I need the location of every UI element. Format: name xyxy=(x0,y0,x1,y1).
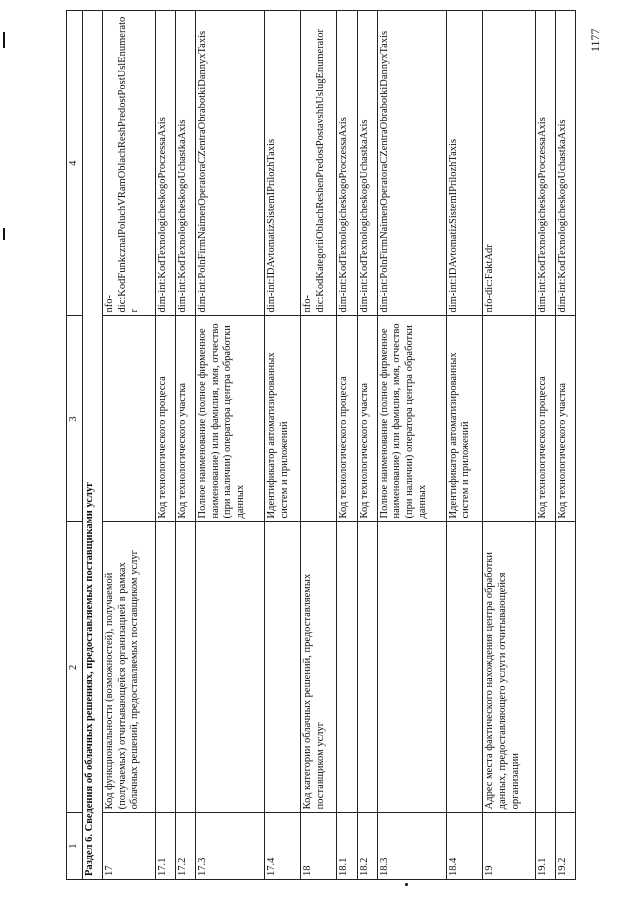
cell-num: 17.4 xyxy=(264,813,300,880)
cell-num: 19.2 xyxy=(555,813,575,880)
cell-dim: Код технологического процесса xyxy=(535,316,555,522)
table-row xyxy=(446,11,482,880)
cell-dim: Код технологического участка xyxy=(175,316,195,522)
scan-mark xyxy=(405,883,408,886)
cell-dim xyxy=(102,316,155,522)
cell-dim: Полное наименование (полное фирменное наименование) или фамилия, имя, отчество (при наличии) оператора центра обработки данных xyxy=(195,316,264,522)
cell-name xyxy=(175,522,195,813)
cell-code: dim-int:IDAvtomatizSistemIPrilozhTaxis xyxy=(446,11,482,316)
cell-name xyxy=(155,522,175,813)
cell-name xyxy=(377,522,446,813)
table-row xyxy=(175,11,195,880)
cell-dim: Код технологического участка xyxy=(555,316,575,522)
cell-num: 17.2 xyxy=(175,813,195,880)
column-header: 3 xyxy=(67,316,83,522)
table-row xyxy=(535,11,555,880)
cell-num: 17.1 xyxy=(155,813,175,880)
cell-dim: Идентификатор автоматизированных систем и приложений xyxy=(446,316,482,522)
cell-name xyxy=(264,522,300,813)
page-number: 1177 xyxy=(588,28,602,52)
cell-name: Код категории облачных решений, предоставляемых поставщиком услуг xyxy=(301,522,337,813)
column-header: 1 xyxy=(67,813,83,880)
cell-dim: Код технологического процесса xyxy=(337,316,357,522)
cell-code: dim-int:KodTexnologicheskogoUchastkaAxis xyxy=(175,11,195,316)
scan-mark xyxy=(3,32,5,48)
cell-name xyxy=(555,522,575,813)
cell-code: dim-int:KodTexnologicheskogoProczessaAxis xyxy=(155,11,175,316)
cell-num: 18.3 xyxy=(377,813,446,880)
data-table xyxy=(66,10,576,880)
cell-code: dim-int:IDAvtomatizSistemIPrilozhTaxis xyxy=(264,11,300,316)
cell-num: 17.3 xyxy=(195,813,264,880)
table-row xyxy=(555,11,575,880)
cell-num: 17 xyxy=(102,813,155,880)
cell-num: 19.1 xyxy=(535,813,555,880)
cell-name xyxy=(535,522,555,813)
cell-code: dim-int:PolnFirmNaimenOperatoraCZentraObrabotkiDannyxTaxis xyxy=(195,11,264,316)
cell-code: dim-int:KodTexnologicheskogoUchastkaAxis xyxy=(555,11,575,316)
cell-code: nfo-dic:KodFunkcznalPoluchVRamOblachReshPredostPostUslEnumerator xyxy=(102,11,155,316)
table-row xyxy=(195,11,264,880)
cell-name: Адрес места фактического нахождения центра обработки данных, предоставляющего услуги отчитывающейся организации xyxy=(483,522,536,813)
table-row xyxy=(337,11,357,880)
cell-num: 18.4 xyxy=(446,813,482,880)
table-row xyxy=(357,11,377,880)
column-header: 4 xyxy=(67,11,83,316)
cell-name xyxy=(357,522,377,813)
cell-code: dim-int:KodTexnologicheskogoProczessaAxis xyxy=(535,11,555,316)
cell-num: 18 xyxy=(301,813,337,880)
cell-name xyxy=(446,522,482,813)
cell-name xyxy=(195,522,264,813)
rotated-table-container xyxy=(66,10,576,880)
section-title: Раздел 6. Сведения об облачных решениях, предоставляемых поставщиками услуг xyxy=(82,11,102,880)
table-row xyxy=(483,11,536,880)
cell-code: nfo-dic:KodKategoriiOblachReshenPredostPostavshhUslugEnumerator xyxy=(301,11,337,316)
cell-dim: Идентификатор автоматизированных систем и приложений xyxy=(264,316,300,522)
cell-dim xyxy=(301,316,337,522)
cell-name xyxy=(337,522,357,813)
cell-code: dim-int:KodTexnologicheskogoProczessaAxis xyxy=(337,11,357,316)
cell-dim: Полное наименование (полное фирменное наименование) или фамилия, имя, отчество (при наличии) оператора центра обработки данных xyxy=(377,316,446,522)
cell-dim xyxy=(483,316,536,522)
cell-code: dim-int:KodTexnologicheskogoUchastkaAxis xyxy=(357,11,377,316)
table-row xyxy=(301,11,337,880)
table-row xyxy=(102,11,155,880)
cell-code: dim-int:PolnFirmNaimenOperatoraCZentraObrabotkiDannyxTaxis xyxy=(377,11,446,316)
table-row xyxy=(264,11,300,880)
cell-num: 18.2 xyxy=(357,813,377,880)
cell-name: Код функциональности (возможностей), получаемой (получаемых) отчитывающейся организацией в рамках облачных решений, предоставляемых поставщиком услуг xyxy=(102,522,155,813)
section-row xyxy=(82,11,102,880)
table-row xyxy=(377,11,446,880)
scan-mark xyxy=(3,228,5,240)
table-row xyxy=(155,11,175,880)
cell-code: nfo-dic:FaktAdr xyxy=(483,11,536,316)
cell-dim: Код технологического процесса xyxy=(155,316,175,522)
cell-num: 18.1 xyxy=(337,813,357,880)
cell-num: 19 xyxy=(483,813,536,880)
column-header: 2 xyxy=(67,522,83,813)
cell-dim: Код технологического участка xyxy=(357,316,377,522)
header-row xyxy=(67,11,83,880)
